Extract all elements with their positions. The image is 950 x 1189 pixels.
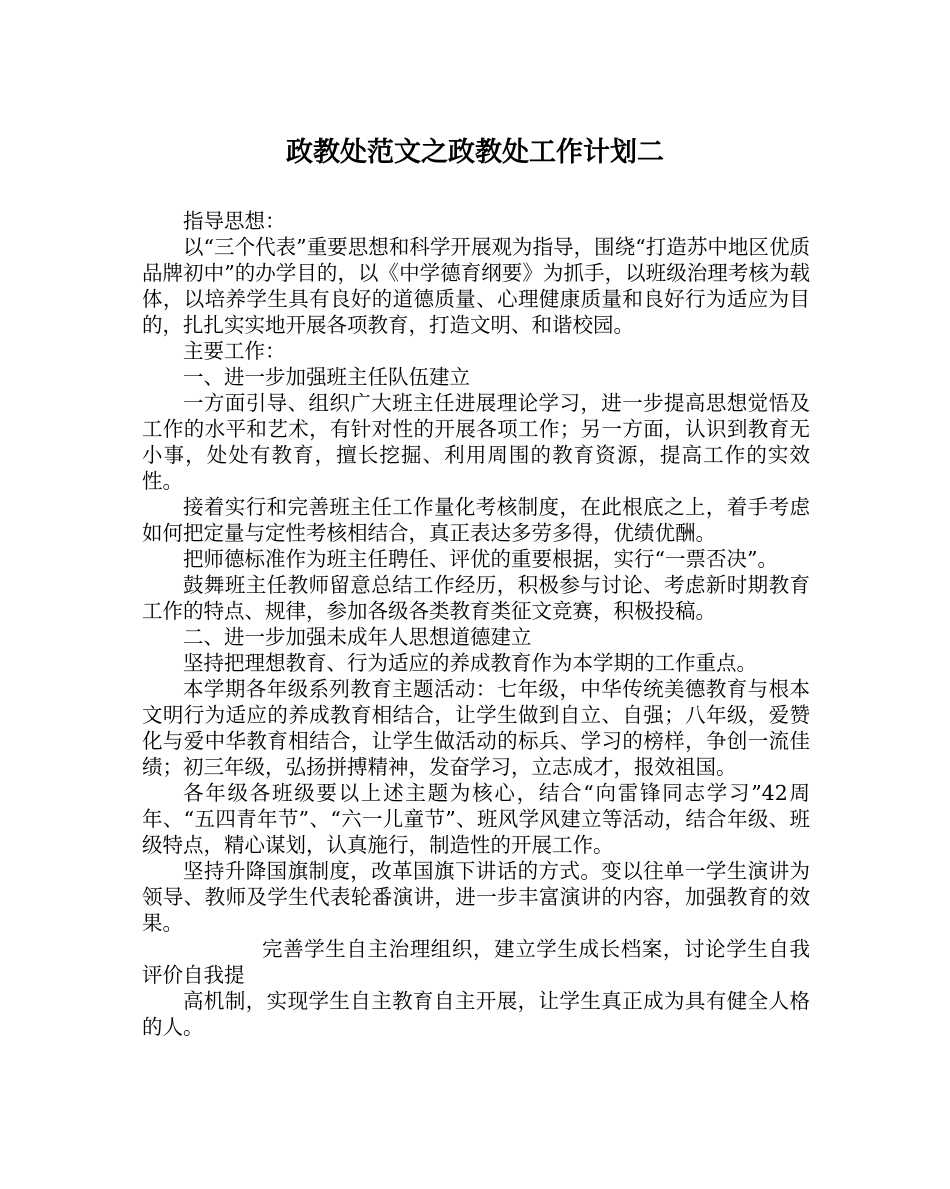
paragraph: 鼓舞班主任教师留意总结工作经历，积极参与讨论、考虑新时期教育工作的特点、规律，参加各级各类教育类征文竞赛，积极投稿。 [142,573,810,623]
paragraph-guiding-ideology-heading: 指导思想： [183,209,286,233]
paragraph: 各年级各班级要以上述主题为核心，结合“向雷锋同志学习”42周年、“五四青年节”、“六一儿童节”、班风学风建立等活动，结合年级、班级特点，精心谋划，认真施行，制造性的开展工作。 [142,781,810,857]
paragraph: 完善学生自主治理组织，建立学生成长档案，讨论学生自我评价自我提 [142,937,810,987]
paragraph: 一方面引导、组织广大班主任进展理论学习，进一步提高思想觉悟及工作的水平和艺术，有针对性的开展各项工作；另一方面，认识到教育无小事，处处有教育，擅长挖掘、利用周围的教育资源，提高工作的实效性。 [142,391,810,493]
paragraph: 本学期各年级系列教育主题活动：七年级，中华传统美德教育与根本文明行为适应的养成教育相结合，让学生做到自立、自强；八年级，爱赞化与爱中华教育相结合，让学生做活动的标兵、学习的榜样，争创一流佳绩；初三年级，弘扬拼搏精神，发奋学习，立志成才，报效祖国。 [142,677,810,779]
paragraph-guiding-ideology: 以“三个代表”重要思想和科学开展观为指导，围绕“打造苏中地区优质品牌初中”的办学目的，以《中学德育纲要》为抓手，以班级治理考核为载体，以培养学生具有良好的道德质量、心理健康质量和良好行为适应为目的，扎扎实实地开展各项教育，打造文明、和谐校园。 [142,235,810,337]
document-title: 政教处范文之政教处工作计划二 [286,137,664,168]
section-heading-2: 二、进一步加强未成年人思想道德建立 [183,625,532,649]
paragraph: 把师德标准作为班主任聘任、评优的重要根据，实行“一票否决”。 [183,547,778,571]
paragraph: 高机制，实现学生自主教育自主开展，让学生真正成为具有健全人格的人。 [142,989,810,1039]
paragraph: 坚持升降国旗制度，改革国旗下讲话的方式。变以往单一学生演讲为领导、教师及学生代表轮番演讲，进一步丰富演讲的内容，加强教育的效果。 [142,859,810,935]
paragraph-main-work-heading: 主要工作： [183,339,286,363]
paragraph: 坚持把理想教育、行为适应的养成教育作为本学期的工作重点。 [183,651,757,675]
document-body [142,208,810,1040]
paragraph: 接着实行和完善班主任工作量化考核制度，在此根底之上，着手考虑如何把定量与定性考核相结合，真正表达多劳多得，优绩优酬。 [142,495,810,545]
section-heading-1: 一、进一步加强班主任队伍建立 [183,365,470,389]
